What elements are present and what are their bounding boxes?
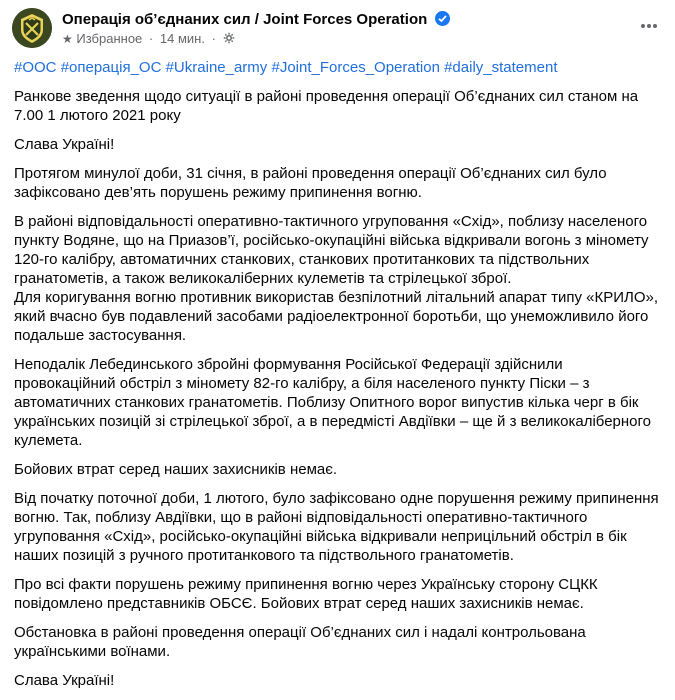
post-paragraph-line: Для коригування вогню противник використав безпілотний літальний апарат типу «КРИЛО», який вчасно був подавлений засобами радіоелектронної боротьби, що унеможливило його подальше застосування.: [14, 289, 659, 344]
page-avatar[interactable]: [12, 8, 52, 48]
hashtag-link[interactable]: #Joint_Forces_Operation: [271, 59, 440, 76]
post-paragraph: Бойових втрат серед наших захисників немає.: [14, 461, 338, 478]
page-name-text[interactable]: Операція об’єднаних сил / Joint Forces Operation: [62, 11, 428, 28]
post-paragraph-line: В районі відповідальності оперативно-тактичного угруповання «Схід», поблизу населеного пункту Водяне, що на Приазов’ї, російсько-окупаційні війська відкривали вогонь з мінометy 120-го калібру, автоматичних станкових, станкових протитанкових та підствольних гранатометів, а також великокаліберних кулеметів та стрілецької зброї.: [14, 213, 649, 287]
post-paragraph: Про всі факти порушень режиму припинення вогню через Українську сторону СЦКК повідомлено представників ОБСЄ. Бойових втрат серед наших захисників немає.: [14, 576, 598, 612]
post-paragraph: Протягом минулої доби, 31 січня, в районі проведення операції Об’єднаних сил було зафіксовано дев’ять порушень режиму припинення вогню.: [14, 165, 607, 201]
post-meta: [62, 31, 235, 46]
post-header: [12, 8, 663, 48]
meta-separator: ·: [148, 31, 154, 46]
more-options-button[interactable]: [635, 12, 663, 40]
military-emblem-icon: [12, 8, 52, 48]
post-paragraph: [14, 212, 664, 345]
page-name-link[interactable]: [62, 11, 450, 28]
more-dot-icon: [641, 24, 645, 28]
more-dot-icon: [647, 24, 651, 28]
audience-label[interactable]: Избранное: [76, 31, 143, 46]
post-timestamp[interactable]: 14 мин.: [159, 31, 205, 46]
post-paragraph: Ранкове зведення щодо ситуації в районі проведення операції Об’єднаних сил станом на 7.00 1 лютого 2021 року: [14, 88, 639, 124]
hashtag-link[interactable]: #ООС: [14, 59, 57, 76]
star-icon: ★: [62, 32, 73, 46]
hashtag-link[interactable]: #daily_statement: [444, 59, 558, 76]
post-paragraph: Неподалік Лебединського збройні формування Російської Федерації здійснили провокаційний обстріл з мінометy 82-го калібру, а біля населеного пункту Піски – з автоматичних станкових гранатометів. Поблизу Опитного ворог випустив кілька черг в бік українських позицій зі стрілецької зброї, а в передмісті Авдіївки – ще й з великокаліберного кулемета.: [14, 356, 652, 449]
privacy-settings-icon[interactable]: [223, 31, 235, 46]
post-paragraph: Обстановка в районі проведення операції Об’єднаних сил і надалі контрольована українськими воїнами.: [14, 624, 586, 660]
post-paragraph: Слава Україні!: [14, 672, 115, 689]
hashtag-link[interactable]: #операція_ОС: [60, 59, 162, 76]
more-dot-icon: [653, 24, 657, 28]
verified-badge-icon: [435, 11, 450, 26]
meta-separator: ·: [211, 31, 216, 46]
post-body: [14, 58, 664, 700]
post-paragraph: Слава Україні!: [14, 136, 115, 153]
post-paragraph: Від початку поточної доби, 1 лютого, було зафіксовано одне порушення режиму припинення вогню. Так, поблизу Авдіївки, що в районі відповідальності оперативно-тактичного угруповання «Схід», російсько-окупаційні війська відкривали неприцільний обстріл в бік наших позицій з ручного протитанкового та підствольного гранатометів.: [14, 490, 659, 564]
hashtag-line: [14, 58, 664, 77]
hashtag-link[interactable]: #Ukraine_army: [165, 59, 268, 76]
